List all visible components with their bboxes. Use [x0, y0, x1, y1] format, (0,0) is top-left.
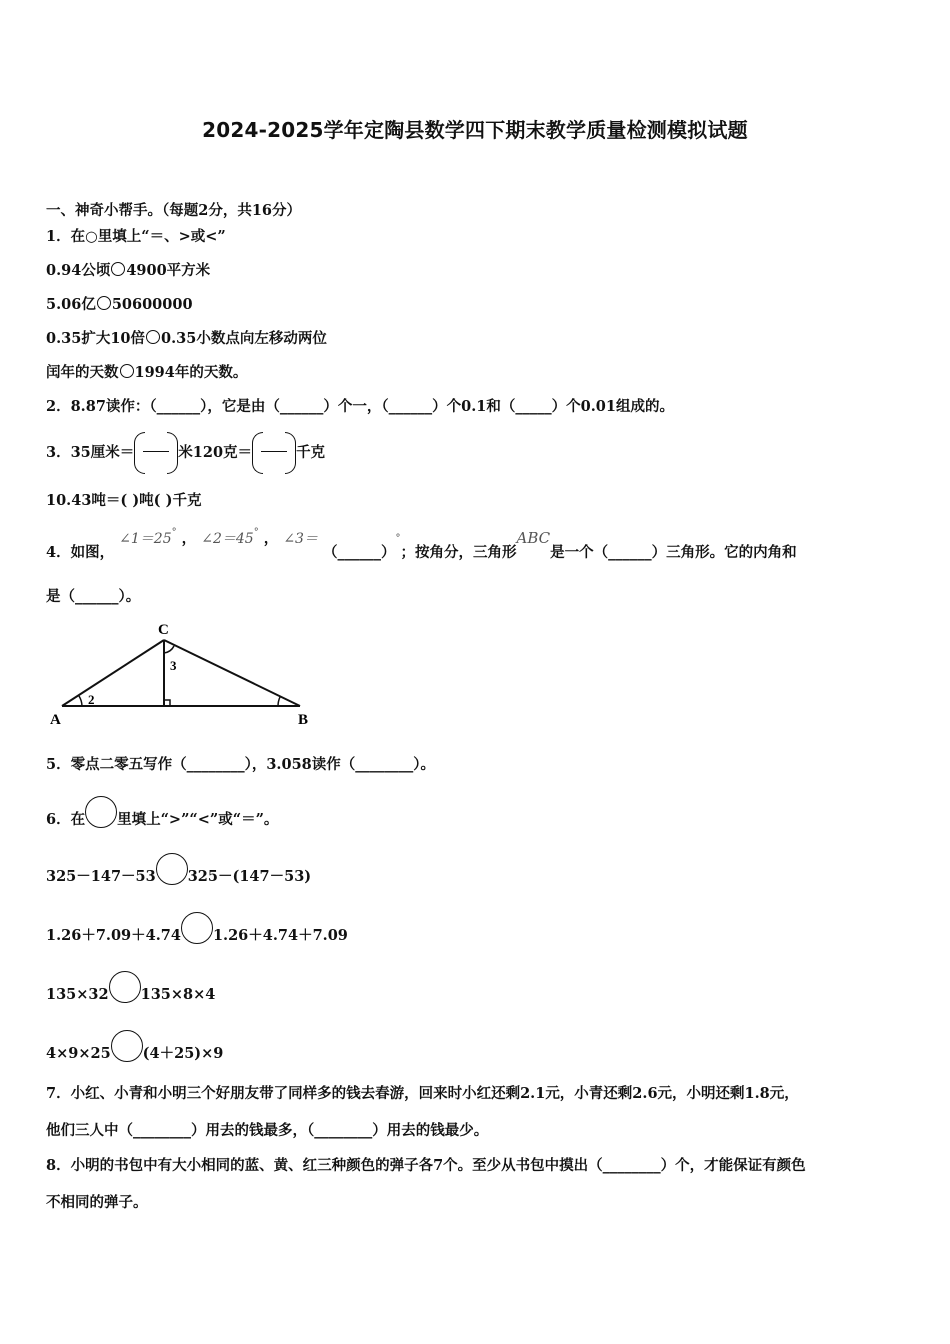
degree-sign: °: [395, 533, 401, 544]
compare-circle[interactable]: [111, 262, 125, 276]
q2: 2．8.87读作：（______），它是由（______）个一，（______）个0.1和（_____）个0.01组成的。: [46, 398, 674, 415]
q1-item-4-right: 1994年的天数。: [134, 364, 248, 381]
side-cb: [164, 640, 300, 706]
degree-sign: °: [171, 527, 177, 538]
compare-circle[interactable]: [97, 296, 111, 310]
page-title: 2024-2025学年定陶县数学四下期末教学质量检测模拟试题: [202, 118, 748, 142]
section-heading: 一、神奇小帮手。（每题2分，共16分）: [46, 202, 302, 219]
q6-item-2: [46, 912, 348, 951]
vertex-a-label: A: [50, 712, 61, 728]
q3-suffix: 千克: [296, 444, 326, 461]
q4: [46, 527, 797, 562]
q1-item-2-left: 5.06亿: [46, 296, 96, 313]
q8-line2: 不相同的弹子。: [46, 1194, 148, 1211]
q6-item-1: [46, 853, 311, 892]
q4-blank[interactable]: （______）: [323, 544, 396, 561]
q6-prefix: 6．在: [46, 811, 86, 828]
side-ac: [62, 640, 164, 706]
fraction-blank[interactable]: [134, 432, 178, 474]
angle-1: ∠1＝25: [119, 531, 172, 547]
q3-prefix: 3．35厘米＝: [46, 444, 135, 461]
q1-stem: 1．在○里填上“＝、>或<”: [46, 228, 226, 245]
q1-item-1-right: 4900平方米: [126, 262, 211, 279]
q1-item-1: [46, 262, 210, 280]
q3: [46, 432, 325, 474]
q1-item-3-left: 0.35扩大10倍: [46, 330, 145, 347]
q1-item-4-left: 闰年的天数: [46, 364, 119, 381]
vertex-b-label: B: [298, 712, 309, 728]
angle-arc-b: [278, 697, 280, 706]
compare-circle[interactable]: [120, 364, 134, 378]
triangle-figure: [46, 620, 326, 732]
q6-item-1-right: 325－(147－53): [187, 868, 312, 885]
q6-stem: [46, 796, 278, 835]
fraction-blank[interactable]: [252, 432, 296, 474]
q4-angles: [119, 527, 323, 547]
q6-item-4-left: 4×9×25: [46, 1045, 111, 1062]
q3-mid: 米120克＝: [178, 444, 253, 461]
q1-item-4: [46, 364, 247, 382]
q6-item-1-left: 325－147－53: [46, 868, 156, 885]
q6-suffix: 里填上“>”“<”或“＝”。: [117, 811, 279, 828]
vertex-c-label: C: [158, 622, 169, 638]
q4-suffix: 是一个（______）三角形。它的内角和: [550, 544, 797, 561]
compare-circle[interactable]: [146, 330, 160, 344]
comma: ，: [263, 530, 279, 547]
q6-item-4: [46, 1030, 223, 1069]
angle-arc-2: [79, 696, 82, 706]
compare-circle[interactable]: [181, 912, 213, 944]
comma: ，: [181, 530, 197, 547]
triangle-abc: ABC: [516, 529, 551, 547]
angle-2-label: 2: [88, 692, 95, 707]
q6-item-4-right: (4＋25)×9: [142, 1045, 224, 1062]
q1-item-2: [46, 296, 193, 314]
q5: 5．零点二零五写作（________），3.058读作（________）。: [46, 756, 435, 773]
q4-mid: ；按角分，三角形: [400, 544, 517, 561]
angle-arc-3: [164, 646, 174, 653]
q4-prefix: 4．如图，: [46, 544, 115, 561]
q6-item-3: [46, 971, 215, 1010]
q4-line2: 是（______）。: [46, 588, 141, 605]
angle-2: ∠2＝45: [201, 531, 254, 547]
degree-sign: °: [253, 527, 259, 538]
compare-circle[interactable]: [85, 796, 117, 828]
q8-line1: 8．小明的书包中有大小相同的蓝、黄、红三种颜色的弹子各7个。至少从书包中摸出（________）个，才能保证有颜色: [46, 1157, 806, 1174]
q6-item-2-right: 1.26＋4.74＋7.09: [212, 927, 348, 944]
q3-line2: 10.43吨＝( )吨( )千克: [46, 492, 202, 509]
q6-item-2-left: 1.26＋7.09＋4.74: [46, 927, 181, 944]
q6-item-3-left: 135×32: [46, 986, 109, 1003]
angle-3-label: 3: [170, 658, 177, 673]
compare-circle[interactable]: [156, 853, 188, 885]
q6-item-3-right: 135×8×4: [140, 986, 216, 1003]
angle-3: ∠3＝: [283, 531, 318, 547]
compare-circle[interactable]: [109, 971, 141, 1003]
q1-item-3: [46, 330, 327, 348]
q7-line2: 他们三人中（________）用去的钱最多，（________）用去的钱最少。: [46, 1122, 489, 1139]
q1-item-1-left: 0.94公顷: [46, 262, 111, 279]
q7-line1: 7．小红、小青和小明三个好朋友带了同样多的钱去春游，回来时小红还剩2.1元，小青还剩2.6元，小明还剩1.8元，: [46, 1085, 799, 1102]
q1-item-3-right: 0.35小数点向左移动两位: [161, 330, 327, 347]
q1-item-2-right: 50600000: [111, 296, 193, 313]
compare-circle[interactable]: [111, 1030, 143, 1062]
